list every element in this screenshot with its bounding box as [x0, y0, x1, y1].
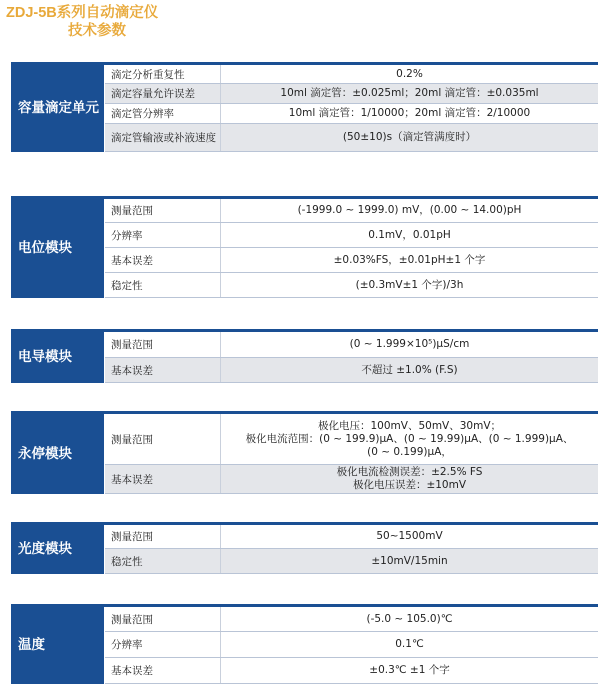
section-title: 电导模块 [11, 331, 105, 383]
param-label: 滴定管输液或补液速度 [105, 124, 221, 152]
param-value: (-1999.0 ~ 1999.0) mV，(0.00 ~ 14.00)pH [221, 198, 599, 223]
param-value: ±0.03%FS，±0.01pH±1 个字 [221, 248, 599, 273]
param-label: 测量范围 [105, 198, 221, 223]
param-value: ±0.3℃ ±1 个字 [221, 658, 599, 684]
param-label: 基本误差 [105, 658, 221, 684]
param-value: (-5.0 ~ 105.0)℃ [221, 606, 599, 632]
param-label: 稳定性 [105, 273, 221, 298]
value-line: 极化电流检测误差：±2.5% FS [336, 466, 483, 478]
param-value: 0.1mV，0.01pH [221, 223, 599, 248]
param-value: (50±10)s（滴定管满度时） [221, 124, 599, 152]
param-label: 测量范围 [105, 413, 221, 465]
section-conductivity [11, 329, 598, 383]
section-title: 光度模块 [11, 524, 105, 574]
param-value: 10ml 滴定管：±0.025ml；20ml 滴定管：±0.035ml [221, 84, 599, 104]
document-title [6, 4, 158, 40]
param-label: 测量范围 [105, 524, 221, 549]
title-line-2: 技术参数 [68, 23, 126, 39]
param-value: 0.2% [221, 64, 599, 84]
section-temperature [11, 604, 598, 684]
section-dead-stop [11, 411, 598, 494]
param-label: 测量范围 [105, 606, 221, 632]
value-line: (0 ~ 0.199)μA， [367, 445, 452, 458]
value-line: 极化电压误差：±10mV [352, 479, 467, 491]
section-photometric [11, 522, 598, 574]
value-line: 极化电压：100mV、50mV、30mV； [318, 419, 501, 432]
param-value: ±10mV/15min [221, 549, 599, 574]
param-value: 10ml 滴定管：1/10000；20ml 滴定管：2/10000 [221, 104, 599, 124]
param-label: 分辨率 [105, 632, 221, 658]
section-volumetric [11, 62, 598, 152]
section-title: 容量滴定单元 [11, 64, 105, 152]
param-label: 测量范围 [105, 331, 221, 358]
param-value: 50~1500mV [221, 524, 599, 549]
param-label: 滴定分析重复性 [105, 64, 221, 84]
value-line: 极化电流范围：(0 ~ 199.9)μA、(0 ~ 19.99)μA、(0 ~ 1.999)μA、 [245, 432, 574, 445]
section-title: 电位模块 [11, 198, 105, 298]
section-title: 温度 [11, 606, 105, 684]
section-title: 永停模块 [11, 413, 105, 494]
param-value: (0 ~ 1.999×10⁵)μS/cm [221, 331, 599, 358]
param-label: 基本误差 [105, 248, 221, 273]
param-label: 基本误差 [105, 465, 221, 494]
param-value [221, 465, 599, 494]
param-label: 分辨率 [105, 223, 221, 248]
param-label: 滴定管分辨率 [105, 104, 221, 124]
param-label: 基本误差 [105, 358, 221, 383]
param-value [221, 413, 599, 465]
section-potential [11, 196, 598, 298]
param-value: 不超过 ±1.0% (F.S) [221, 358, 599, 383]
param-label: 滴定容量允许误差 [105, 84, 221, 104]
param-value: (±0.3mV±1 个字)/3h [221, 273, 599, 298]
title-line-1: ZDJ-5B系列自动滴定仪 [6, 5, 159, 21]
param-label: 稳定性 [105, 549, 221, 574]
param-value: 0.1℃ [221, 632, 599, 658]
